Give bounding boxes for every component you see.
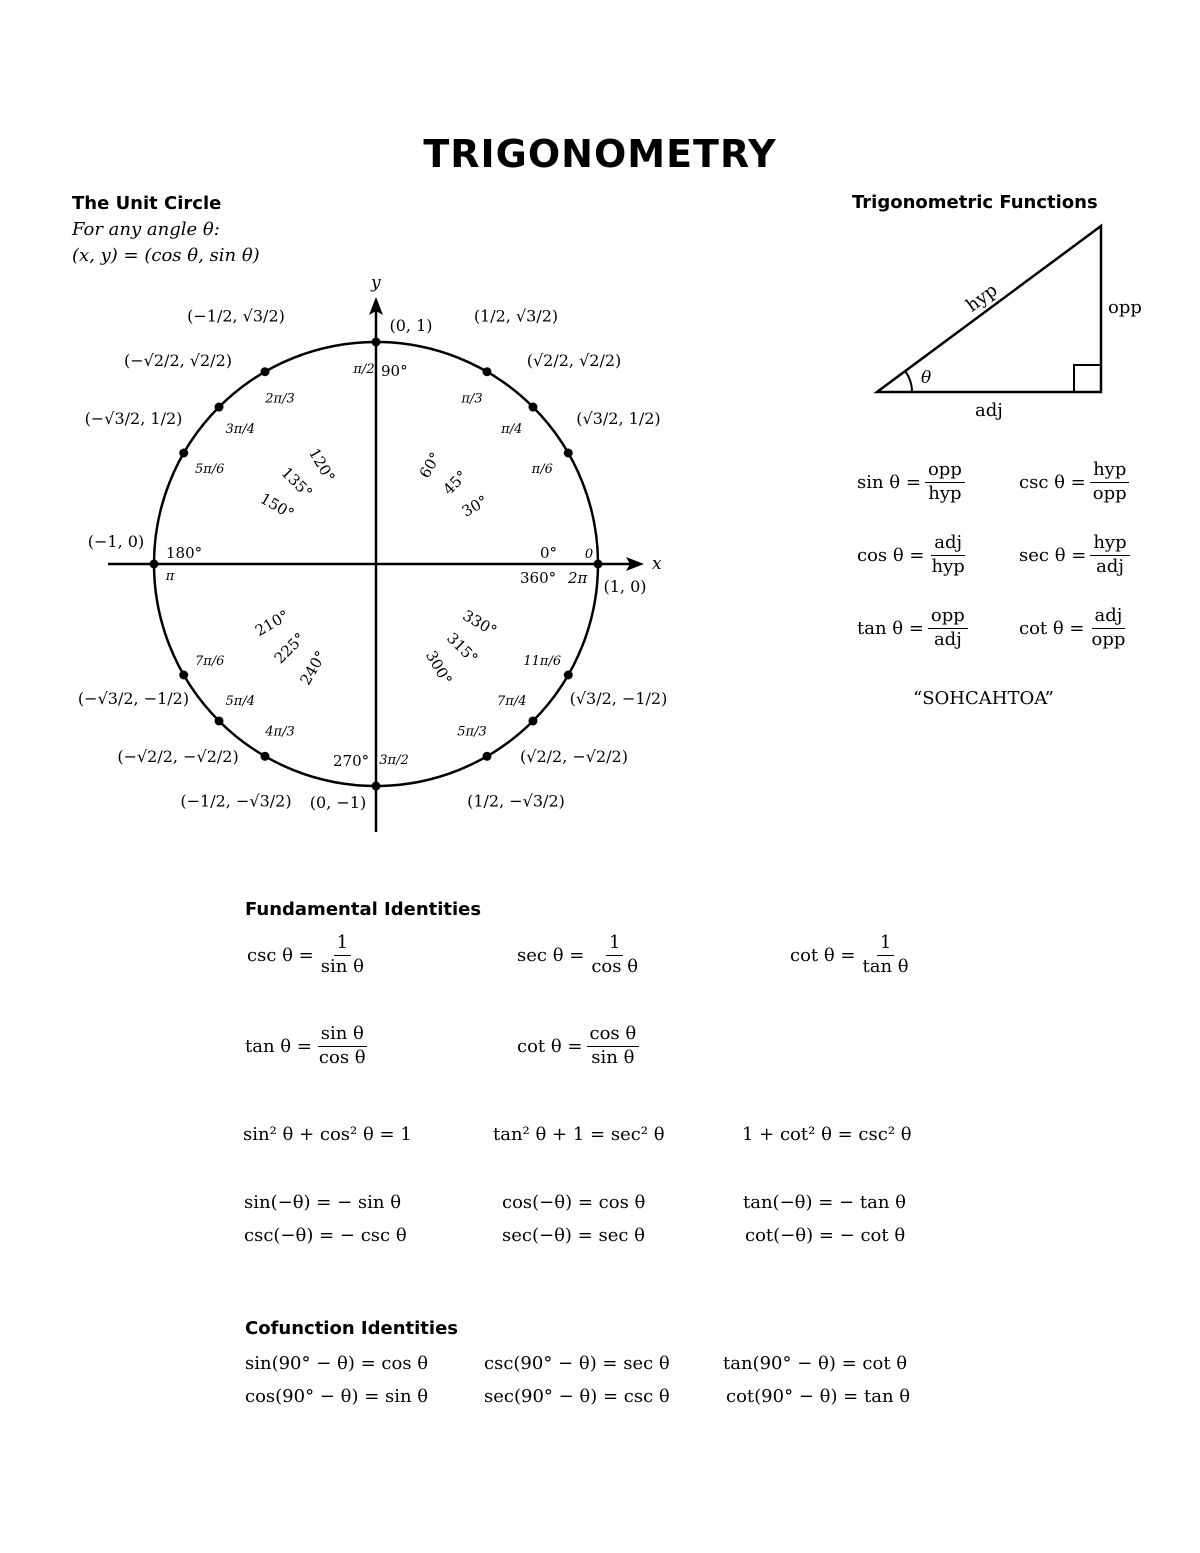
angle-60-radian: π/3: [461, 391, 483, 407]
angle-270-degree: 270°: [333, 752, 370, 770]
cofunction-sin: sin(90° − θ) = cos θ: [245, 1353, 429, 1374]
angle-315-radian: 7π/4: [497, 693, 527, 709]
y-axis-label: y: [371, 273, 381, 293]
angle-330-radian: 11π/6: [523, 654, 562, 669]
angle-30-coordinate: (√3/2, 1/2): [576, 409, 661, 428]
angle-300-degree: 300°: [422, 647, 456, 688]
angle-240-coordinate: (−1/2, −√3/2): [180, 791, 292, 811]
angle-135-coordinate: (−√2/2, √2/2): [124, 351, 232, 371]
fundamental-heading: Fundamental Identities: [245, 899, 482, 920]
angle-120-radian: 2π/3: [265, 391, 295, 407]
x-axis-label: x: [652, 554, 662, 574]
angle-90-point: [372, 338, 381, 347]
angle-45-degree: 45°: [439, 466, 471, 499]
angle-90-coordinate: (0, 1): [389, 316, 433, 335]
def-sec: sec θ = $\frac{\text{hyp}}{\text{adj}}$: [1019, 533, 1134, 577]
even-odd-cot: cot(−θ) = − cot θ: [745, 1225, 906, 1246]
page-title: TRIGONOMETRY: [423, 132, 777, 176]
angle-270-point: [372, 782, 381, 791]
angle-135-degree: 135°: [277, 463, 316, 502]
hyp-label: hyp: [962, 279, 1002, 317]
angle-120-degree: 120°: [305, 445, 339, 486]
angle-180-coordinate: (−1, 0): [87, 532, 145, 551]
angle-45-point: [528, 403, 537, 412]
unit-circle-diagram: [0, 260, 760, 850]
angle-45-radian: π/4: [501, 422, 523, 438]
unit-circle-line2: (x, y) = (cos θ, sin θ): [72, 245, 260, 266]
right-triangle-diagram: [860, 210, 1170, 430]
cofunction-cot: cot(90° − θ) = tan θ: [726, 1386, 911, 1407]
even-odd-tan: tan(−θ) = − tan θ: [743, 1192, 906, 1213]
angle-45-coordinate: (√2/2, √2/2): [526, 351, 622, 371]
angle-225-degree: 225°: [270, 629, 309, 668]
angle-30-degree: 30°: [458, 491, 491, 521]
angle-60-coordinate: (1/2, √3/2): [473, 306, 559, 326]
angle-210-coordinate: (−√3/2, −1/2): [77, 689, 190, 708]
cofunction-cos: cos(90° − θ) = sin θ: [245, 1386, 429, 1407]
angle-225-radian: 5π/4: [225, 693, 255, 709]
angle-270-radian: 3π/2: [379, 753, 409, 768]
even-odd-sec: sec(−θ) = sec θ: [502, 1225, 645, 1246]
angle-330-degree: 330°: [459, 606, 500, 640]
cofunction-tan: tan(90° − θ) = cot θ: [723, 1353, 908, 1374]
theta-arc: [905, 371, 912, 392]
angle-30-radian: π/6: [531, 462, 553, 477]
angle-330-point: [564, 671, 573, 680]
even-odd-csc: csc(−θ) = − csc θ: [244, 1225, 407, 1246]
def-tan: tan θ = $\frac{\text{opp}}{\text{adj}}$: [857, 606, 972, 650]
pythagorean-identity-3: 1 + cot² θ = csc² θ: [742, 1124, 912, 1145]
angle-210-radian: 7π/6: [194, 654, 225, 669]
angle-300-coordinate: (1/2, −√3/2): [467, 791, 565, 811]
identity-csc-reciprocal: csc θ = $\frac{1}{\text{sin θ}}$: [247, 932, 364, 977]
angle-300-point: [483, 752, 492, 761]
angle-270-coordinate: (0, −1): [309, 793, 367, 812]
angle-210-point: [179, 671, 188, 680]
angle-240-degree: 240°: [296, 647, 330, 688]
cofunction-csc: csc(90° − θ) = sec θ: [484, 1353, 670, 1374]
pythagorean-identity-1: sin² θ + cos² θ = 1: [243, 1124, 412, 1145]
angle-0-point: [594, 560, 603, 569]
angle-210-degree: 210°: [252, 606, 293, 640]
identity-cot-reciprocal: cot θ = $\frac{1}{\text{tan θ}}$: [790, 932, 909, 977]
even-odd-cos: cos(−θ) = cos θ: [502, 1192, 646, 1213]
angle-150-coordinate: (−√3/2, 1/2): [84, 409, 183, 428]
angle-60-point: [483, 367, 492, 376]
angle-150-point: [179, 449, 188, 458]
right-angle-marker: [1074, 365, 1101, 392]
angle-240-point: [261, 752, 270, 761]
angle-180-radian: π: [165, 569, 175, 584]
angle-0-radian: 0: [584, 547, 594, 562]
sohcahtoa-mnemonic: “SOHCAHTOA”: [913, 688, 1054, 709]
angle-90-radian: π/2: [353, 362, 375, 377]
def-csc: csc θ = $\frac{\text{hyp}}{\text{opp}}$: [1019, 460, 1134, 504]
angle-0-degree-alt: 360°: [520, 569, 557, 587]
angle-120-coordinate: (−1/2, √3/2): [187, 306, 285, 326]
identity-tan-quotient: tan θ = $\frac{\text{sin θ}}{\text{cos θ}}$: [245, 1023, 366, 1068]
angle-240-radian: 4π/3: [265, 724, 295, 740]
def-cos: cos θ = $\frac{\text{adj}}{\text{hyp}}$: [857, 532, 965, 577]
triangle-outline: [877, 226, 1101, 392]
angle-225-point: [215, 716, 224, 725]
angle-120-point: [261, 367, 270, 376]
angle-180-point: [150, 560, 159, 569]
angle-315-degree: 315°: [443, 629, 482, 668]
angle-225-coordinate: (−√2/2, −√2/2): [117, 746, 239, 766]
trig-functions-heading: Trigonometric Functions: [852, 192, 1098, 213]
angle-90-degree: 90°: [381, 362, 408, 380]
angle-150-degree: 150°: [257, 489, 298, 523]
angle-135-radian: 3π/4: [225, 422, 255, 438]
identity-cot-quotient: cot θ = $\frac{\text{cos θ}}{\text{sin θ}}$: [517, 1024, 643, 1068]
angle-150-radian: 5π/6: [194, 462, 225, 477]
unit-circle-line1: For any angle θ:: [72, 219, 220, 240]
adj-label: adj: [975, 400, 1003, 421]
cofunction-sec: sec(90° − θ) = csc θ: [484, 1386, 670, 1407]
identity-sec-reciprocal: sec θ = $\frac{1}{\text{cos θ}}$: [517, 932, 639, 977]
unit-circle-heading: The Unit Circle: [72, 193, 222, 214]
angle-180-degree: 180°: [166, 544, 203, 562]
opp-label: opp: [1108, 297, 1142, 318]
theta-label: θ: [921, 368, 932, 388]
angle-300-radian: 5π/3: [457, 724, 487, 740]
angle-315-point: [528, 716, 537, 725]
angle-0-radian-alt: 2π: [568, 569, 588, 587]
cofunction-heading: Cofunction Identities: [245, 1318, 459, 1339]
pythagorean-identity-2: tan² θ + 1 = sec² θ: [493, 1124, 665, 1145]
angle-315-coordinate: (√2/2, −√2/2): [520, 746, 628, 766]
angle-135-point: [215, 403, 224, 412]
angle-0-degree: 0°: [540, 544, 558, 562]
angle-60-degree: 60°: [415, 449, 445, 482]
def-cot: cot θ = $\frac{\text{adj}}{\text{opp}}$: [1019, 605, 1126, 650]
def-sin: sin θ = $\frac{\text{opp}}{\text{hyp}}$: [857, 460, 969, 504]
angle-330-coordinate: (√3/2, −1/2): [569, 689, 668, 708]
angle-30-point: [564, 449, 573, 458]
angle-0-coordinate: (1, 0): [603, 577, 647, 596]
even-odd-sin: sin(−θ) = − sin θ: [244, 1192, 402, 1213]
